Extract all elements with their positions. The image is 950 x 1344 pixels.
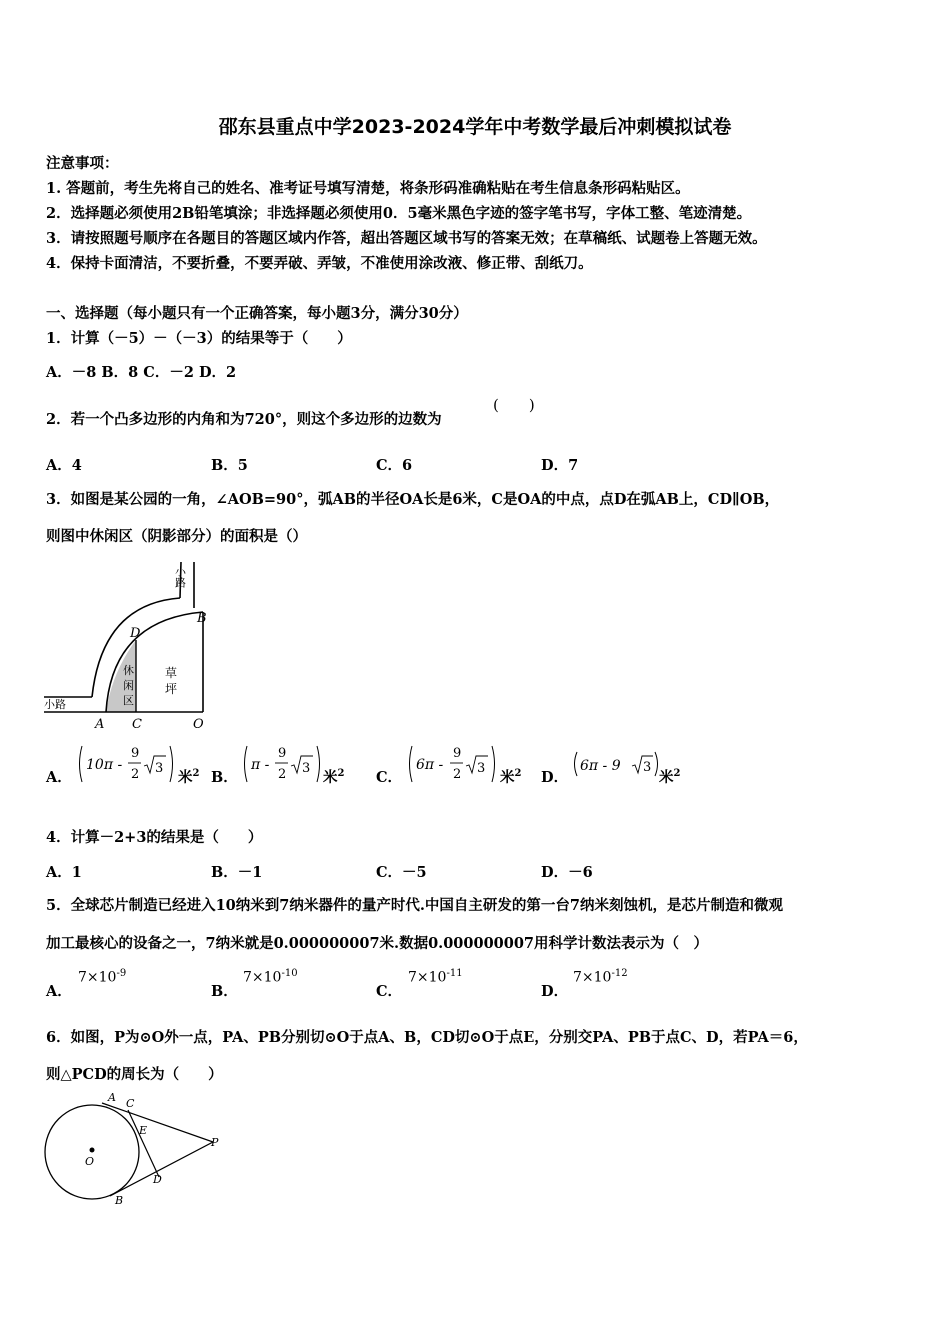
label-road-left: 小路: [44, 698, 66, 711]
option-unit: 米$^2$: [500, 768, 522, 786]
option-letter: B．: [211, 983, 238, 1000]
label-a: A: [95, 717, 105, 732]
label-e: E: [139, 1124, 148, 1137]
expr-den: 2: [131, 767, 140, 782]
label-a: A: [108, 1091, 116, 1104]
notice-item: 2．选择题必须使用2B铅笔填涂；非选择题必须使用0．5毫米黑色字迹的签字笔书写，字体工整、笔迹清楚。: [46, 205, 752, 222]
question-1-stem: 1．计算（－5）－（－3）的结果等于（ ）: [46, 330, 352, 347]
park-figure: [40, 552, 230, 732]
question-4-option-d: D．－6: [541, 864, 593, 881]
option-letter: C．: [376, 983, 403, 1000]
expr-rad: 3: [477, 761, 486, 776]
question-4-option-b: B．－1: [211, 864, 263, 881]
option-letter: B．: [211, 769, 238, 786]
question-5-stem-line2: 加工最核心的设备之一，7纳米就是0.000000007米.数据0.000000007用科学计数法表示为（ ）: [46, 935, 709, 952]
label-c: C: [132, 717, 142, 732]
question-6-stem-line1: 6．如图，P为⊙O外一点，PA、PB分别切⊙O于点A、B，CD切⊙O于点E，分别交PA、PB于点C、D，若PA＝6，: [46, 1029, 808, 1046]
expr-num: 9: [278, 746, 287, 761]
expr-den: 2: [278, 767, 287, 782]
option-d-expression: [571, 750, 661, 780]
notice-item: 4．保持卡面清洁，不要折叠，不要弄破、弄皱，不准使用涂改液、修正带、刮纸刀。: [46, 255, 593, 272]
label-o: O: [193, 717, 204, 732]
expr-rad: 3: [302, 761, 311, 776]
option-letter: D．: [541, 983, 569, 1000]
section-heading: 一、选择题（每小题只有一个正确答案，每小题3分，满分30分）: [46, 305, 468, 322]
option-value: $7\times 10^{-11}$: [408, 968, 463, 986]
label-grass-2: 坪: [165, 682, 178, 696]
option-b-expression: [241, 742, 325, 786]
expr-den: 2: [453, 767, 462, 782]
line-pa: [102, 1103, 213, 1142]
expr-rad: 3: [155, 761, 164, 776]
question-2-option-a: A．4: [46, 457, 82, 474]
center-point: [90, 1148, 95, 1153]
expr-num: 9: [453, 746, 462, 761]
label-c: C: [126, 1097, 135, 1110]
question-4-option-a: A．1: [46, 864, 82, 881]
notice-item: 3．请按照题号顺序在各题目的答题区域内作答，超出答题区域书写的答案无效；在草稿纸、试题卷上答题无效。: [46, 230, 767, 247]
question-4-option-c: C．－5: [376, 864, 427, 881]
page-title: 邵东县重点中学2023-2024学年中考数学最后冲刺模拟试卷: [218, 116, 732, 138]
label-o: O: [85, 1155, 95, 1168]
question-2-paren: ( ): [493, 396, 535, 414]
label-leisure-2: 闲: [123, 679, 134, 692]
label-leisure-1: 休: [123, 664, 134, 677]
expr-rad: 3: [643, 760, 652, 775]
label-b: B: [115, 1194, 124, 1207]
label-d: D: [153, 1173, 162, 1186]
option-c-expression: [406, 742, 500, 786]
label-leisure-3: 区: [123, 694, 134, 707]
label-d: D: [130, 626, 141, 641]
option-letter: D．: [541, 769, 569, 786]
notice-item: 1. 答题前，考生先将自己的姓名、准考证号填写清楚，将条形码准确粘贴在考生信息条形码粘贴区。: [46, 180, 690, 197]
expr-prefix: 10π -: [86, 757, 123, 773]
question-4-stem: 4．计算－2+3的结果是（ ）: [46, 829, 263, 846]
label-p: P: [211, 1136, 219, 1149]
circle-tangent-figure: [40, 1090, 230, 1210]
question-2-stem: 2．若一个凸多边形的内角和为720°，则这个多边形的边数为: [46, 411, 442, 428]
question-1-options: A．－8 B．8 C．－2 D．2: [46, 364, 237, 381]
option-letter: A．: [46, 983, 72, 1000]
label-b: B: [197, 611, 207, 626]
option-unit: 米$^2$: [178, 768, 200, 786]
label-grass-1: 草: [165, 666, 178, 680]
option-value: $7\times 10^{-10}$: [243, 968, 298, 986]
line-pb: [110, 1142, 213, 1196]
question-2-option-d: D．7: [541, 457, 579, 474]
option-letter: A．: [46, 769, 72, 786]
option-value: $7\times 10^{-12}$: [573, 968, 628, 986]
option-unit: 米$^2$: [659, 768, 681, 786]
question-2-option-c: C．6: [376, 457, 413, 474]
expr-prefix: 6π -: [416, 757, 444, 773]
option-unit: 米$^2$: [323, 768, 345, 786]
line-cd: [128, 1110, 159, 1177]
question-6-stem-line2: 则△PCD的周长为（ ）: [46, 1066, 223, 1083]
option-value: $7\times 10^{-9}$: [78, 968, 127, 986]
expr-num: 9: [131, 746, 140, 761]
notice-heading: 注意事项：: [46, 155, 119, 172]
question-5-stem-line1: 5．全球芯片制造已经进入10纳米到7纳米器件的量产时代.中国自主研发的第一台7纳米刻蚀机，是芯片制造和微观: [46, 897, 783, 914]
question-3-stem-line1: 3．如图是某公园的一角，∠AOB=90°，弧AB的半径OA长是6米，C是OA的中点，点D在弧AB上，CD∥OB，: [46, 491, 780, 508]
question-2-option-b: B．5: [211, 457, 248, 474]
expr-prefix: π -: [251, 757, 270, 773]
expr-prefix: 6π - 9: [580, 758, 621, 774]
option-a-expression: [76, 742, 180, 786]
question-3-stem-line2: 则图中休闲区（阴影部分）的面积是（）: [46, 528, 307, 545]
option-letter: C．: [376, 769, 403, 786]
label-road-top: 小路: [173, 566, 187, 588]
